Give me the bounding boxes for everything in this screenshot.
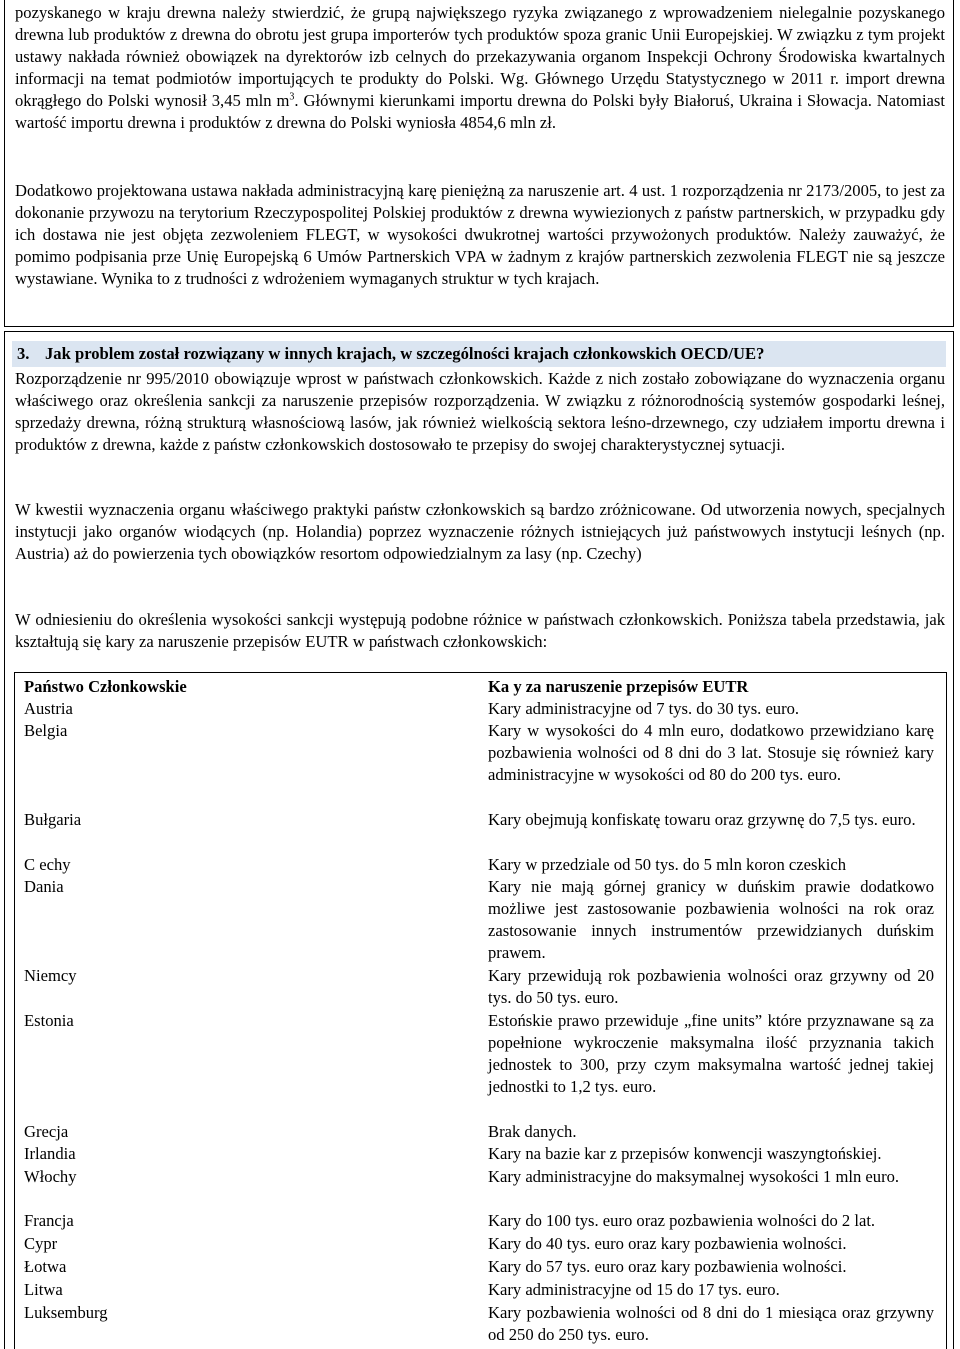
superscript-3: 3 — [289, 91, 295, 103]
table-row-penalty: Kary w przedziale od 50 tys. do 5 mln koron czeskich — [488, 855, 847, 874]
table-header-country: Państwo Członkowskie — [24, 677, 187, 696]
table-row-penalty: Kary administracyjne od 15 do 17 tys. euro. — [488, 1280, 780, 1299]
section-3-paragraph-1: Rozporządzenie nr 995/2010 obowiązuje wprost w państwach członkowskich. Każde z nich zostało zobowiązane do wyznaczenia organu właściwego oraz określenia sankcji za naruszenie przepisów rozporządzenia. W związku z różnorodnością systemów gospodarki leśnej, sprzedaży drewna, różną strukturą własnościową lasów, jak również wielkością sektora leśno-drzewnego, czy udziałem importu drewna i produktów z drewna, każde z państw członkowskich dostosowało te przepisy do swojej charakterystycznej sytuacji. — [15, 369, 945, 454]
section-3-heading — [12, 341, 946, 367]
table-row-penalty: Kary administracyjne od 7 tys. do 30 tys. euro. — [488, 699, 800, 718]
table-row-penalty: Kary przewidują rok pozbawienia wolności oraz grzywny od 20 tys. do 50 tys. euro. — [488, 966, 934, 1007]
table-row-penalty: Kary do 40 tys. euro oraz kary pozbawienia wolności. — [488, 1234, 847, 1253]
table-row-country: Irlandia — [24, 1144, 76, 1163]
section-3-paragraph-2: W kwestii wyznaczenia organu właściwego praktyki państw członkowskich są bardzo zróżnicowane. Od utworzenia nowych, specjalnych instytucji jako organów wiodących (np. Holandia) poprzez wyznaczenie różnych istniejących już państwowych instytucji leśnych (np. Austria) aż do powierzenia tych obowiązków resortom odpowiedzialnym za lasy (np. Czechy) — [15, 500, 945, 563]
table-row-country: C echy — [24, 855, 71, 874]
table-row-penalty: Kary w wysokości do 4 mln euro, dodatkowo przewidziano karę pozbawienia wolności od 8 dni do 3 lat. Stosuje się również kary administracyjne w wysokości od 80 do 200 tys. euro. — [488, 721, 934, 784]
section-title: Jak problem został rozwiązany w innych krajach, w szczególności krajach członkowskich OECD/UE? — [45, 344, 765, 363]
table-row-country: Cypr — [24, 1234, 58, 1253]
table-row-penalty: Brak danych. — [488, 1122, 577, 1141]
table-row-penalty: Kary do 57 tys. euro oraz kary pozbawienia wolności. — [488, 1257, 847, 1276]
table-header-penalties: Ka y za naruszenie przepisów EUTR — [488, 677, 749, 696]
table-row-penalty: Kary do 100 tys. euro oraz pozbawienia wolności do 2 lat. — [488, 1211, 876, 1230]
table-row-country: Włochy — [24, 1167, 77, 1186]
table-row-penalty: Kary pozbawienia wolności od 8 dni do 1 miesiąca oraz grzywny od 250 do 250 tys. euro. — [488, 1303, 934, 1344]
table-row-penalty: Kary administracyjne do maksymalnej wysokości 1 mln euro. — [488, 1167, 900, 1186]
table-row-country: Francja — [24, 1211, 74, 1230]
table-row-country: Litwa — [24, 1280, 63, 1299]
table-row-country: Niemcy — [24, 966, 77, 985]
table-row-penalty: Estońskie prawo przewiduje „fine units” które przyznawane są za popełnione wykroczenie maksymalna ilość przyznania takich jednostek to 300, przy czym maksymalna wartość jednej takiej jednostki to 1,2 tys. euro. — [488, 1011, 934, 1096]
section-1-paragraph-1: pozyskanego w kraju drewna należy stwierdzić, że grupą największego ryzyka związanego z wprowadzeniem nielegalnie pozyskanego drewna lub produktów z drewna do obrotu jest grupa importerów tych produktów spoza granic Unii Europejskiej. W związku z tym projekt ustawy nakłada również obowiązek na dyrektorów izb celnych do przekazywania organom Inspekcji Ochrony Środowiska kwartalnych informacji na temat podmiotów importujących te produkty do Polski. Wg. Głównego Urzędu Statystycznego w 2011 r. import drewna okrągłego do Polski wynosił 3,45 mln $m^3$. Głównymi kierunkami importu drewna do Polski były Białoruś, Ukraina i Słowacja. Natomiast wartość importu drewna i produktów z drewna do Polski wyniosła 4854,6 mln zł. — [15, 3, 945, 132]
table-row-penalty: Kary na bazie kar z przepisów konwencji waszyngtońskiej. — [488, 1144, 882, 1163]
section-3-paragraph-3: W odniesieniu do określenia wysokości sankcji występują podobne różnice w państwach członkowskich. Poniższa tabela przedstawia, jak kształtują się kary za naruszenie przepisów EUTR w państwach członkowskich: — [15, 610, 945, 651]
table-row-country: Bułgaria — [24, 810, 82, 829]
table-row-country: Estonia — [24, 1011, 74, 1030]
table-row-country: Dania — [24, 877, 64, 896]
table-row-penalty: Kary nie mają górnej granicy w duńskim prawie dodatkowo możliwe jest zastosowanie pozbawienia wolności na rok oraz zastosowanie innych instrumentów przewidzianych duńskim prawem. — [488, 877, 934, 962]
section-number: 3. — [17, 344, 30, 363]
table-row-country: Grecja — [24, 1122, 69, 1141]
table-row-country: Austria — [24, 699, 73, 718]
table-row-country: Luksemburg — [24, 1303, 108, 1322]
table-row-penalty: Kary obejmują konfiskatę towaru oraz grzywnę do 7,5 tys. euro. — [488, 810, 916, 829]
table-row-country: Belgia — [24, 721, 68, 740]
section-1-paragraph-2: Dodatkowo projektowana ustawa nakłada administracyjną karę pieniężną za naruszenie art. 4 ust. 1 rozporządzenia nr 2173/2005, to jest za dokonanie przywozu na terytorium Rzeczypospolitej Polskiej produktów z drewna wywiezionych z państw partnerskich, w przypadku gdy ich dostawa nie jest objęta zezwoleniem FLEGT, w wysokości dwukrotnej wartości przywożonych produktów. Należy zauważyć, że pomimo podpisania prze Unię Europejską 6 Umów Partnerskich VPA w żadnym z krajów partnerskich zezwolenia FLEGT nie są jeszcze wystawiane. Wynika to z trudności z wdrożeniem wymaganych struktur w tych krajach. — [15, 181, 945, 288]
table-row-country: Łotwa — [24, 1257, 67, 1276]
